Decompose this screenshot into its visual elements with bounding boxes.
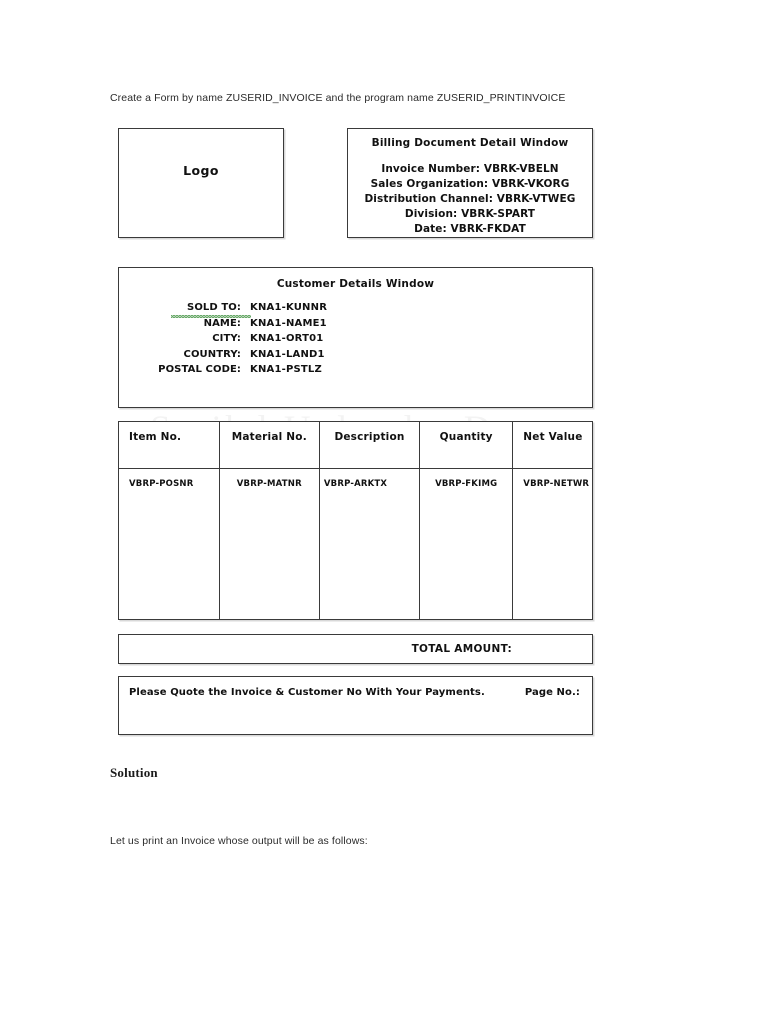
items-table-header-row [119, 422, 592, 469]
items-col-header-quantity-label: Quantity [439, 431, 493, 443]
items-table [119, 422, 592, 619]
billing-field-distribution-channel: Distribution Channel: VBRK-VTWEG [364, 193, 576, 205]
items-cell-description [319, 469, 419, 620]
customer-field-postal-code-label: POSTAL CODE: [158, 364, 241, 375]
closing-paragraph: Let us print an Invoice whose output will be as follows: [110, 835, 368, 847]
billing-window-fields [348, 162, 592, 237]
customer-field-name-value: KNA1-NAME1 [250, 317, 327, 329]
billing-field-division: Division: VBRK-SPART [404, 208, 536, 220]
items-col-header-net-value-label: Net Value [523, 431, 583, 443]
items-col-header-description [319, 422, 419, 469]
table-row [119, 469, 592, 620]
items-table-box [118, 421, 593, 620]
items-col-header-description-label: Description [334, 431, 405, 443]
items-col-header-item-no [119, 422, 219, 469]
billing-document-detail-window [347, 128, 593, 238]
customer-field-postal-code [129, 362, 327, 378]
items-cell-net-value [513, 469, 592, 620]
customer-field-country-label: COUNTRY: [183, 348, 241, 360]
footer-note-row [119, 687, 592, 698]
customer-field-name [129, 316, 327, 332]
solution-heading: Solution [110, 765, 158, 780]
items-cell-description-value: VBRP-ARKTX [323, 479, 388, 489]
customer-field-city-label: CITY: [212, 333, 241, 344]
customer-field-city [129, 331, 327, 347]
items-cell-material-no [219, 469, 319, 620]
items-cell-item-no [119, 469, 219, 620]
items-cell-quantity [420, 469, 513, 620]
items-cell-item-no-value: VBRP-POSNR [129, 479, 194, 489]
total-amount-box [118, 634, 593, 664]
billing-field-date: Date: VBRK-FKDAT [414, 223, 526, 235]
items-col-header-item-no-label: Item No. [129, 431, 182, 443]
billing-field-sales-organization: Sales Organization: VBRK-VKORG [370, 178, 570, 190]
customer-field-name-label: NAME: [203, 317, 241, 329]
customer-fields [129, 300, 327, 378]
items-col-header-material-no [219, 422, 319, 469]
footer-note-box [118, 676, 593, 735]
customer-field-country-value: KNA1-LAND1 [250, 348, 325, 360]
logo-label: Logo [183, 163, 219, 178]
items-col-header-quantity [420, 422, 513, 469]
items-col-header-material-no-label: Material No. [231, 431, 307, 443]
customer-window-title: Customer Details Window [276, 278, 435, 290]
items-cell-quantity-value: VBRP-FKIMG [435, 479, 498, 489]
customer-field-sold-to [129, 300, 327, 316]
footer-page-number-label: Page No.: [524, 687, 580, 698]
intro-paragraph: Create a Form by name ZUSERID_INVOICE and the program name ZUSERID_PRINTINVOICE [110, 92, 566, 104]
customer-field-country [129, 347, 327, 363]
customer-field-postal-code-value: KNA1-PSTLZ [250, 364, 322, 375]
items-col-header-net-value [513, 422, 592, 469]
footer-note-text: Please Quote the Invoice & Customer No With Your Payments. [129, 687, 485, 698]
total-amount-label: TOTAL AMOUNT: [411, 643, 512, 655]
customer-details-window [118, 267, 593, 408]
billing-field-invoice-number: Invoice Number: VBRK-VBELN [381, 163, 559, 175]
customer-field-sold-to-value: KNA1-KUNNR [250, 302, 328, 313]
logo-box [118, 128, 284, 238]
items-cell-material-no-value: VBRP-MATNR [236, 479, 302, 489]
items-cell-net-value-value: VBRP-NETWR [523, 479, 590, 489]
customer-field-sold-to-label: SOLD TO: [129, 300, 241, 316]
billing-window-title: Billing Document Detail Window [371, 137, 569, 149]
customer-field-city-value: KNA1-ORT01 [250, 333, 324, 344]
